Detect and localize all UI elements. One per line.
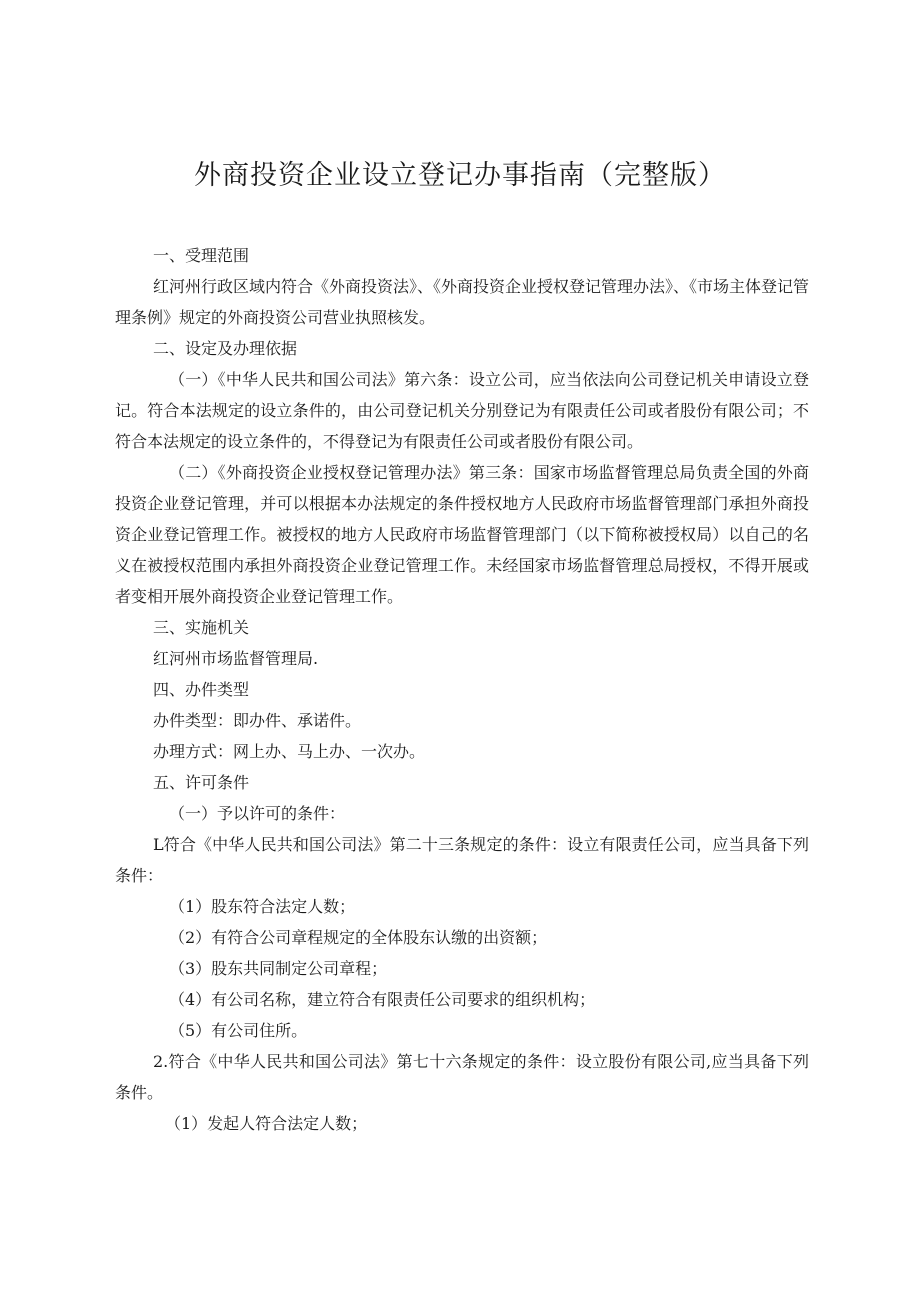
condition-1: L符合《中华人民共和国公司法》第二十三条规定的条件：设立有限责任公司，应当具备下列条件： [115, 835, 809, 885]
document-title: 外商投资企业设立登记办事指南（完整版） [194, 160, 726, 191]
section-4-heading: 四、办件类型 [153, 680, 250, 699]
section-4-type: 办件类型：即办件、承诺件。 [153, 711, 362, 730]
condition-1-item: （3）股东共同制定公司章程； [169, 959, 388, 978]
condition-2-item: （1）发起人符合法定人数； [165, 1114, 368, 1133]
condition-1-item: （4）有公司名称，建立符合有限责任公司要求的组织机构； [169, 990, 596, 1009]
section-2-heading: 二、设定及办理依据 [153, 339, 298, 358]
section-3-heading: 三、实施机关 [153, 618, 250, 637]
section-4-method: 办理方式：网上办、马上办、一次办。 [153, 742, 426, 761]
document-body [115, 240, 809, 1139]
section-1-body: 红河州行政区域内符合《外商投资法》、《外商投资企业授权登记管理办法》、《市场主体登记管理条例》规定的外商投资公司营业执照核发。 [115, 277, 810, 327]
section-5-sub-1: （一）予以许可的条件： [169, 804, 346, 823]
condition-1-item: （2）有符合公司章程规定的全体股东认缴的出资额； [169, 928, 548, 947]
section-2-basis-2: （二）《外商投资企业授权登记管理办法》第三条：国家市场监督管理总局负责全国的外商投资企业登记管理，并可以根据本办法规定的条件授权地方人民政府市场监督管理部门承担外商投资企业登记管理工作。被授权的地方人民政府市场监督管理部门（以下简称被授权局）以自己的名义在被授权范围内承担外商投资企业登记管理工作。未经国家市场监督管理总局授权，不得开展或者变相开展外商投资企业登记管理工作。 [115, 463, 809, 606]
condition-2: 2.符合《中华人民共和国公司法》第七十六条规定的条件：设立股份有限公司,应当具备下列条件。 [115, 1052, 809, 1102]
section-5-heading: 五、许可条件 [153, 773, 250, 792]
condition-1-item: （5）有公司住所。 [169, 1021, 308, 1040]
section-3-body: 红河州市场监督管理局. [153, 649, 319, 668]
section-1-heading: 一、受理范围 [153, 246, 250, 265]
condition-1-item: （1）股东符合法定人数； [169, 897, 356, 916]
section-2-basis-1: （一）《中华人民共和国公司法》第六条：设立公司，应当依法向公司登记机关申请设立登记。符合本法规定的设立条件的，由公司登记机关分别登记为有限责任公司或者股份有限公司；不符合本法规定的设立条件的，不得登记为有限责任公司或者股份有限公司。 [115, 370, 809, 451]
